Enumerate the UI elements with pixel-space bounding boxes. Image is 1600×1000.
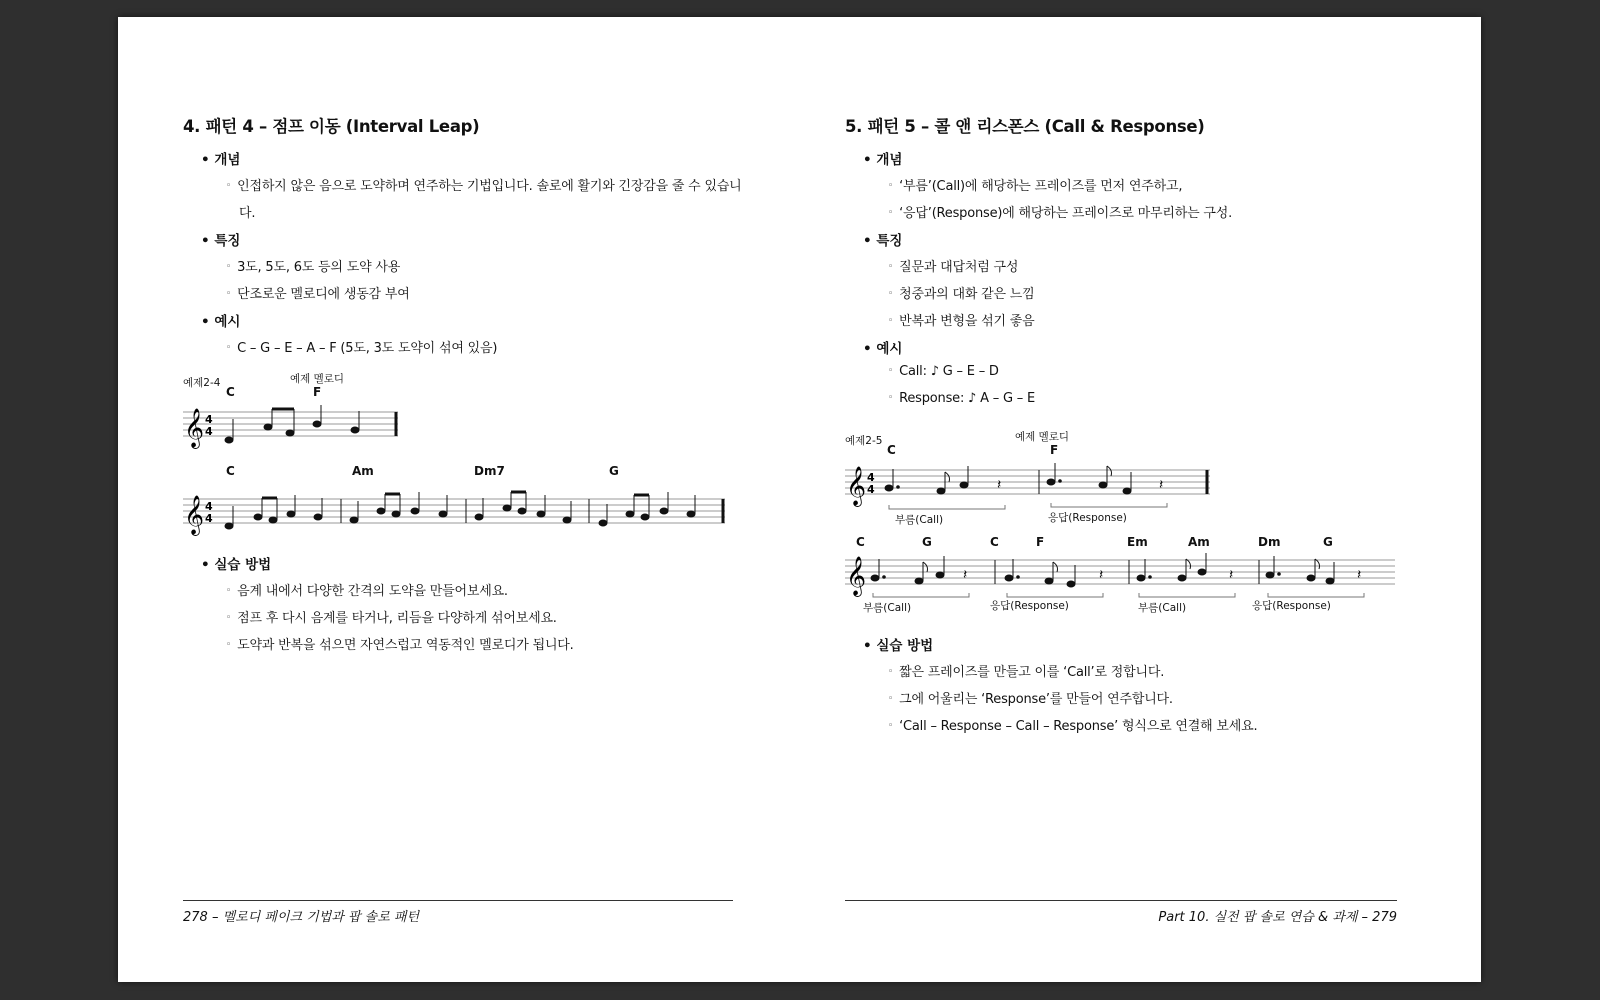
chord-symbol: G <box>609 464 619 478</box>
feature-item: ◦ 반복과 변형을 섞기 좋음 <box>888 314 1035 329</box>
music-staff <box>183 405 423 455</box>
svg-text:4: 4 <box>867 471 875 484</box>
feature-label: • 특징 <box>863 233 903 249</box>
svg-text:𝄽: 𝄽 <box>1357 567 1362 583</box>
practice-item: ◦ 점프 후 다시 음계를 타거나, 리듬을 다양하게 섞어보세요. <box>226 611 557 626</box>
svg-text:𝄽: 𝄽 <box>1099 567 1104 583</box>
score-title: 예제 멜로디 <box>290 373 345 385</box>
svg-text:4: 4 <box>205 413 213 426</box>
book-spread <box>118 17 1481 982</box>
bracket-label: 응답(Response) <box>990 600 1069 612</box>
chord-symbol: C <box>887 443 896 457</box>
footer-rule <box>183 900 733 901</box>
bracket-label: 부름(Call) <box>863 602 912 614</box>
chord-symbol: F <box>1036 535 1045 549</box>
chord-symbol: C <box>990 535 999 549</box>
practice-label: • 실습 방법 <box>863 638 934 654</box>
chord-symbol: F <box>1050 443 1059 457</box>
chord-symbol: C <box>226 385 235 399</box>
practice-label: • 실습 방법 <box>201 557 272 573</box>
svg-text:𝄞: 𝄞 <box>184 408 205 448</box>
svg-text:𝄽: 𝄽 <box>1229 567 1234 583</box>
svg-text:4: 4 <box>205 500 213 513</box>
bracket-label: 부름(Call) <box>895 514 944 526</box>
right-page <box>800 17 1481 982</box>
practice-item: ◦ 그에 어울리는 ‘Response’를 만들어 연주합니다. <box>888 692 1173 707</box>
score-id: 예제2-5 <box>845 435 883 447</box>
page-footer: Part 10. 실전 팝 솔로 연습 & 과제 – 279 <box>1158 910 1397 925</box>
practice-item: ◦ 도약과 반복을 섞으면 자연스럽고 역동적인 멜로디가 됩니다. <box>226 638 574 653</box>
svg-text:𝄽: 𝄽 <box>997 477 1002 493</box>
chord-symbol: Dm <box>1258 535 1281 549</box>
practice-item: ◦ 음계 내에서 다양한 간격의 도약을 만들어보세요. <box>226 584 508 599</box>
section-heading: 4. 패턴 4 – 점프 이동 (Interval Leap) <box>183 117 480 136</box>
music-staff <box>183 492 743 542</box>
example-label: • 예시 <box>863 341 903 357</box>
svg-text:4: 4 <box>867 483 875 496</box>
chord-symbol: Dm7 <box>474 464 505 478</box>
bracket-label: 응답(Response) <box>1048 512 1127 524</box>
concept-label: • 개념 <box>863 152 903 168</box>
svg-text:4: 4 <box>205 425 213 438</box>
bracket-label: 부름(Call) <box>1138 602 1187 614</box>
score-id: 예제2-4 <box>183 377 221 389</box>
chord-symbol: Am <box>1188 535 1210 549</box>
example-label: • 예시 <box>201 314 241 330</box>
bracket-label: 응답(Response) <box>1252 600 1331 612</box>
svg-text:𝄽: 𝄽 <box>1159 477 1164 493</box>
chord-symbol: C <box>856 535 865 549</box>
concept-label: • 개념 <box>201 152 241 168</box>
chord-symbol: C <box>226 464 235 478</box>
svg-text:𝄞: 𝄞 <box>184 495 205 535</box>
chord-symbol: G <box>1323 535 1333 549</box>
svg-text:𝄞: 𝄞 <box>846 556 867 596</box>
svg-text:4: 4 <box>205 512 213 525</box>
footer-rule <box>845 900 1397 901</box>
svg-text:𝄞: 𝄞 <box>846 466 867 506</box>
concept-item-continued: 다. <box>239 206 256 221</box>
svg-text:𝄽: 𝄽 <box>963 567 968 583</box>
section-heading: 5. 패턴 5 – 콜 앤 리스폰스 (Call & Response) <box>845 117 1205 136</box>
chord-symbol: G <box>922 535 932 549</box>
feature-label: • 특징 <box>201 233 241 249</box>
feature-item: ◦ 3도, 5도, 6도 등의 도약 사용 <box>226 260 401 275</box>
chord-symbol: Em <box>1127 535 1148 549</box>
concept-item: ◦ ‘부름’(Call)에 해당하는 프레이즈를 먼저 연주하고, <box>888 179 1183 194</box>
chord-symbol: F <box>313 385 322 399</box>
feature-item: ◦ 단조로운 멜로디에 생동감 부여 <box>226 287 410 302</box>
feature-item: ◦ 청중과의 대화 같은 느낌 <box>888 287 1035 302</box>
left-page <box>118 17 800 982</box>
chord-symbol: Am <box>352 464 374 478</box>
practice-item: ◦ ‘Call – Response – Call – Response’ 형식으로 연결해 보세요. <box>888 719 1258 734</box>
concept-item: ◦ ‘응답’(Response)에 해당하는 프레이즈로 마무리하는 구성. <box>888 206 1233 221</box>
feature-item: ◦ 질문과 대답처럼 구성 <box>888 260 1019 275</box>
concept-item: ◦ 인접하지 않은 음으로 도약하며 연주하는 기법입니다. 솔로에 활기와 긴장감을 줄 수 있습니 <box>226 179 742 194</box>
example-item: ◦ Response: ♪ A – G – E <box>888 391 1035 406</box>
practice-item: ◦ 짧은 프레이즈를 만들고 이를 ‘Call’로 정합니다. <box>888 665 1165 680</box>
example-item: ◦ Call: ♪ G – E – D <box>888 364 999 379</box>
example-item: ◦ C – G – E – A – F (5도, 3도 도약이 섞여 있음) <box>226 341 498 356</box>
score-title: 예제 멜로디 <box>1015 431 1070 443</box>
page-footer: 278 – 멜로디 페이크 기법과 팝 솔로 패턴 <box>183 910 420 925</box>
